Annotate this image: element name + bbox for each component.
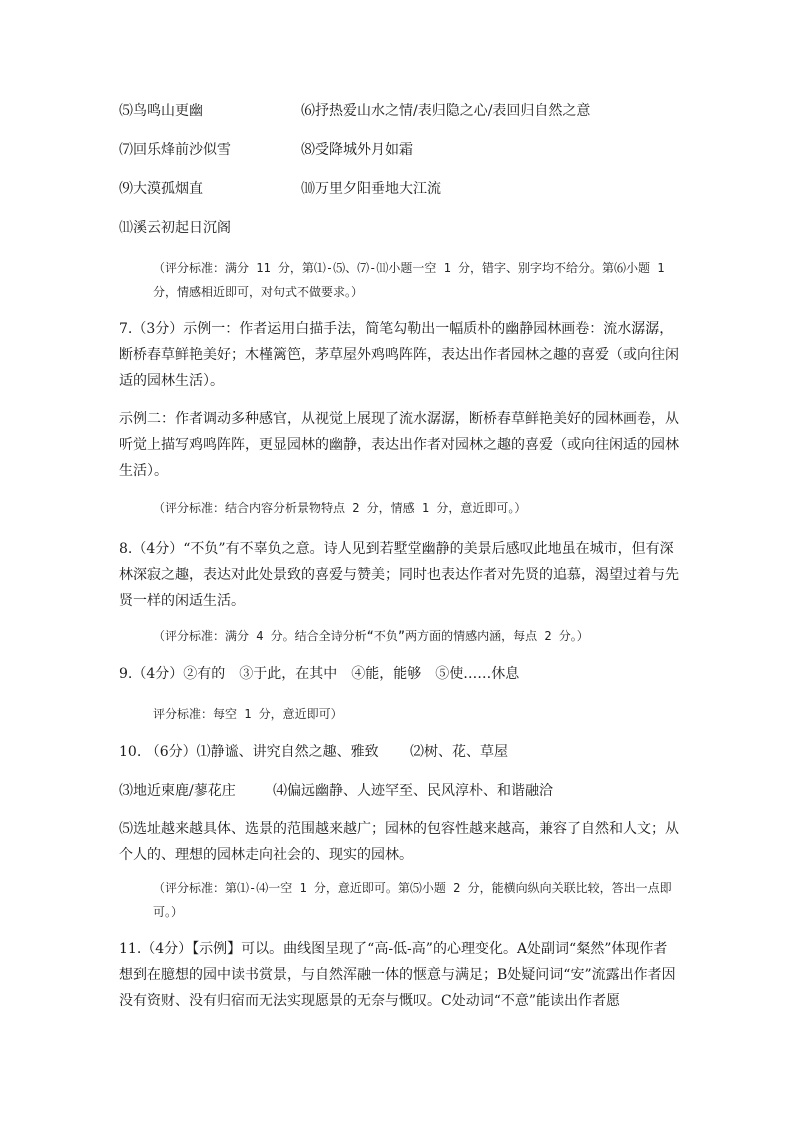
answer-10: ⑽万里夕阳垂地大江流 (301, 181, 441, 197)
answer-11: ⑾溪云初起日沉阁 (119, 220, 231, 236)
answer-q11: 11.（4分）【示例】可以。曲线图呈现了“高-低-高”的心理变化。A处副词“粲然”体现作者想到在臆想的园中读书赏景，与自然浑融一体的惬意与满足；B处疑问词“安”流露出作者因没有资财、没有归宿而无法实现愿景的无奈与慨叹。C处动词“不意”能读出作者愿 (119, 941, 676, 1009)
answer-9: ⑼大漠孤烟直 (119, 181, 203, 197)
answer-q7-example2: 示例二：作者调动多种感官，从视觉上展现了流水潺潺，断桥春草鲜艳美好的园林画卷，从听觉上描写鸡鸣阵阵，更显园林的幽静，表达出作者对园林之趣的喜爱（或向往闲适的园林生活）。 (119, 411, 679, 479)
scoring-note-q10: （评分标准：第⑴-⑷一空 1 分，意近即可。第⑸小题 2 分，能横向纵向关联比较，答出一点即可。） (153, 881, 672, 919)
scoring-note-q8: （评分标准：满分 4 分。结合全诗分析“不负”两方面的情感内涵，每点 2 分。） (153, 629, 589, 643)
answer-7: ⑺回乐烽前沙似雪 (119, 142, 231, 158)
answer-q10-3: ⑶地近柬鹿/蓼花庄 (119, 783, 236, 799)
scoring-note-q9: 评分标准：每空 1 分，意近即可） (153, 707, 343, 721)
answer-q10-5: ⑸选址越来越具体、选景的范围越来越广；园林的包容性越来越高，兼容了自然和人文；从个人的、理想的园林走向社会的、现实的园林。 (119, 821, 679, 863)
answer-q10-4: ⑷偏远幽静、人迹罕至、民风淳朴、和谐融洽 (273, 783, 553, 799)
answer-8: ⑻受降城外月如霜 (301, 142, 413, 158)
answer-6: ⑹抒热爱山水之情/表归隐之心/表回归自然之意 (301, 103, 591, 119)
answer-q8: 8.（4分）“不负”有不辜负之意。诗人见到若墅堂幽静的美景后感叹此地虽在城市，但有深林深寂之趣，表达对此处景致的喜爱与赞美；同时也表达作者对先贤的追慕，渴望过着与先贤一样的闲适生活。 (119, 541, 679, 609)
scoring-note-q6: （评分标准：满分 11 分，第⑴-⑸、⑺-⑾小题一空 1 分，错字、别字均不给分。第⑹小题 1 分，情感相近即可，对句式不做要求。） (153, 261, 665, 299)
answer-q7-example1: 7.（3分）示例一：作者运用白描手法，简笔勾勒出一幅质朴的幽静园林画卷：流水潺潺，断桥春草鲜艳美好；木槿篱笆，茅草屋外鸡鸣阵阵，表达出作者园林之趣的喜爱（或向往闲适的园林生活）。 (119, 321, 679, 389)
answer-q10-2: ⑵树、花、草屋 (410, 744, 508, 760)
scoring-note-q7: （评分标准：结合内容分析景物特点 2 分，情感 1 分，意近即可。） (153, 501, 527, 515)
answer-q10-1: 10. （6分）⑴静谧、讲究自然之趣、雅致 (119, 744, 379, 760)
answer-5: ⑸鸟鸣山更幽 (119, 103, 203, 119)
answer-q9: 9.（4分）②有的 ③于此，在其中 ④能，能够 ⑤使……休息 (119, 666, 520, 682)
